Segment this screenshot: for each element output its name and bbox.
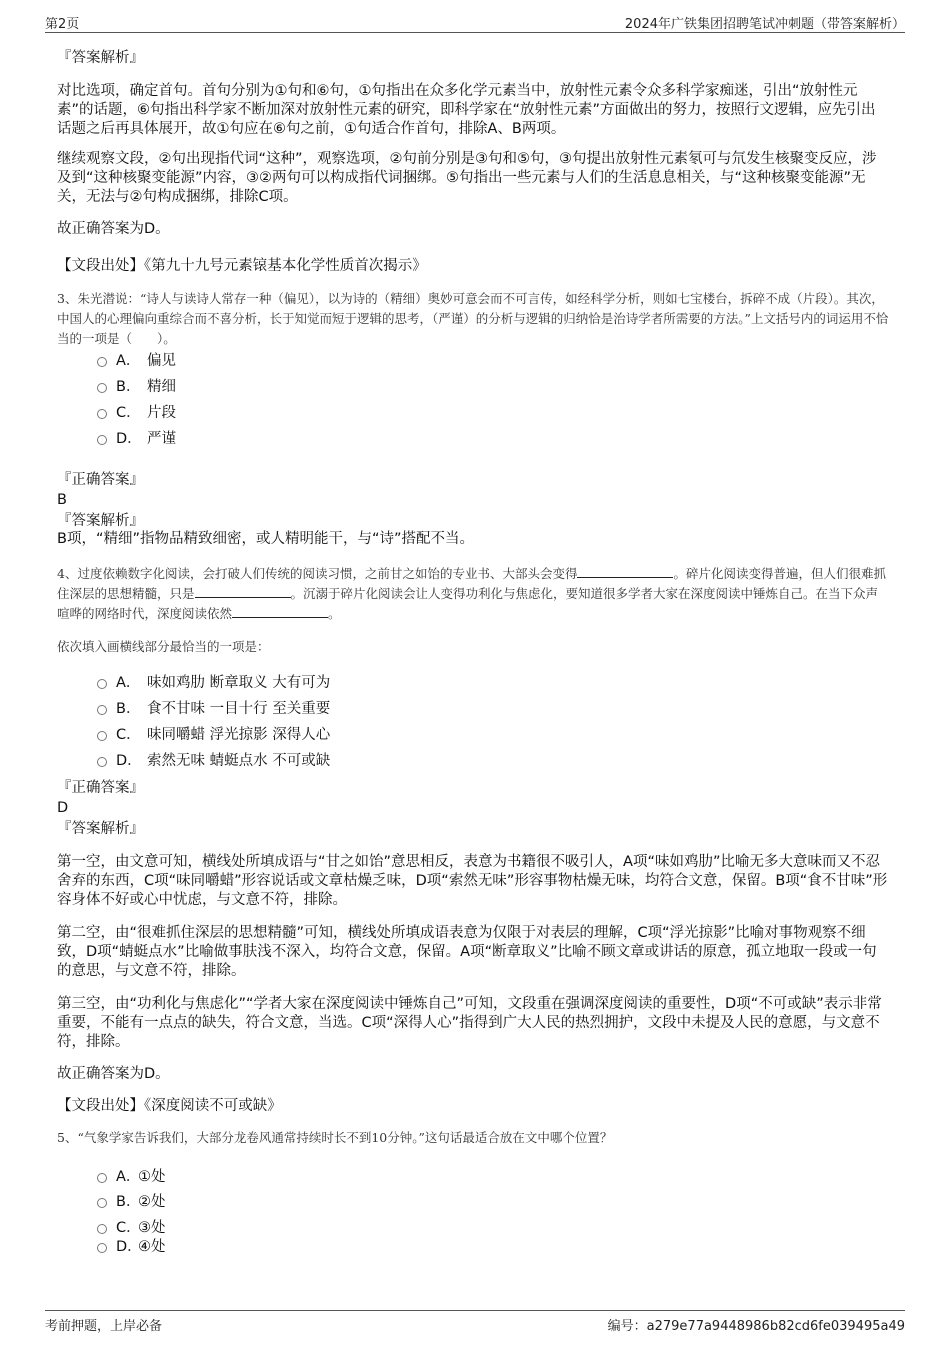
q4-blank-2: [195, 584, 291, 598]
q3-analysis-label: 『答案解析』: [57, 513, 144, 529]
q3-option-d[interactable]: D． 严谨: [97, 429, 176, 449]
q4-analysis-para-1: 第一空，由文意可知，横线处所填成语与“甘之如饴”意思相反，表意为书籍很不吸引人，A项“味如鸡肋”比喻无多大意味而又不忍舍弃的东西，C项“味同嚼蜡”形容说话或文章枯燥乏味，D项“索然无味”形容事物枯燥无味，均符合文意，保留。B项“食不甘味”形容身体不好或心中忧虑，与文意不符，排除。: [57, 854, 888, 908]
q2-source: 【文段出处】《第九十九号元素锿基本化学性质首次揭示》: [57, 258, 427, 274]
radio-icon[interactable]: [97, 435, 107, 445]
q4-option-c[interactable]: C． 味同嚼蜡 浮光掠影 深得人心: [97, 725, 330, 745]
q4-source: 【文段出处】《深度阅读不可或缺》: [57, 1098, 282, 1114]
document-title: 2024年广铁集团招聘笔试冲刺题（带答案解析）: [624, 17, 905, 32]
page-number: 第2页: [45, 17, 80, 32]
q3-analysis: B项，“精细”指物品精致细密，或人精明能干，与“诗”搭配不当。: [57, 531, 474, 547]
q2-analysis-label: 『答案解析』: [57, 50, 144, 66]
q4-analysis-label: 『答案解析』: [57, 821, 144, 837]
q5-option-c[interactable]: C．③处: [97, 1218, 166, 1238]
radio-icon[interactable]: [97, 357, 107, 367]
radio-icon[interactable]: [97, 1198, 107, 1208]
page-footer: [45, 1310, 905, 1335]
q4-option-b[interactable]: B． 食不甘味 一目十行 至关重要: [97, 699, 330, 719]
radio-icon[interactable]: [97, 383, 107, 393]
q4-stem: 4、过度依赖数字化阅读，会打破人们传统的阅读习惯，之前甘之如饴的专业书、大部头会变得 。碎片化阅读变得普遍，但人们很难抓住深层的思想精髓，只是 。沉溺于碎片化阅读会让人变得功利化与焦虑化，要知道很多学者大家在深度阅读中锤炼自己。在当下众声喧哗的网络时代，深度阅读依然 。: [57, 566, 886, 621]
radio-icon[interactable]: [97, 679, 107, 689]
radio-icon[interactable]: [97, 705, 107, 715]
radio-icon[interactable]: [97, 1243, 107, 1253]
q4-analysis-para-2: 第二空，由“很难抓住深层的思想精髓”可知，横线处所填成语表意为仅限于对表层的理解，C项“浮光掠影”比喻对事物观察不细致，D项“蜻蜓点水”比喻做事肤浅不深入，均符合文意，保留。A项“断章取义”比喻不顾文章或讲话的原意，孤立地取一段或一句的意思，与文意不符，排除。: [57, 925, 877, 979]
radio-icon[interactable]: [97, 731, 107, 741]
q3-option-b[interactable]: B． 精细: [97, 377, 176, 397]
q2-analysis-para-2: 继续观察文段，②句出现指代词“这种”，观察选项，②句前分别是③句和⑤句，③句提出放射性元素氡可与氘发生核聚变反应，涉及到“这种核聚变能源”内容，③②两句可以构成指代词捆绑。⑤句指出一些元素与人们的生活息息相关，与“这种核聚变能源”无关，无法与②句构成捆绑，排除C项。: [57, 151, 877, 205]
q3-answer-label: 『正确答案』: [57, 472, 144, 488]
radio-icon[interactable]: [97, 1173, 107, 1183]
page-header: [45, 10, 905, 33]
q5-option-d[interactable]: D．④处: [97, 1237, 166, 1257]
q4-conclusion: 故正确答案为D。: [57, 1066, 170, 1082]
q4-blank-3: [232, 604, 328, 618]
q5-option-b[interactable]: B．②处: [97, 1192, 166, 1212]
footer-slogan: 考前押题，上岸必备: [45, 1319, 163, 1334]
q4-answer-label: 『正确答案』: [57, 780, 144, 796]
q2-conclusion: 故正确答案为D。: [57, 221, 170, 237]
q4-blank-1: [577, 564, 673, 578]
q4-option-a[interactable]: A． 味如鸡肋 断章取义 大有可为: [97, 673, 330, 693]
radio-icon[interactable]: [97, 1224, 107, 1234]
radio-icon[interactable]: [97, 757, 107, 767]
q2-analysis-para-1: 对比选项，确定首句。首句分别为①句和⑥句，①句指出在众多化学元素当中，放射性元素令众多科学家痴迷，引出“放射性元素”的话题，⑥句指出科学家不断加深对放射性元素的研究，即科学家在“放射性元素”方面做出的努力，按照行文逻辑，应先引出话题之后再具体展开，故①句应在⑥句之前，①句适合作首句，排除A、B两项。: [57, 83, 876, 137]
q5-stem: 5、“气象学家告诉我们，大部分龙卷风通常持续时长不到10分钟。”这句话最适合放在文中哪个位置？: [57, 1130, 613, 1145]
q5-option-a[interactable]: A．①处: [97, 1167, 166, 1187]
q4-option-d[interactable]: D． 索然无味 蜻蜓点水 不可或缺: [97, 751, 330, 771]
q4-analysis-para-3: 第三空，由“功利化与焦虑化”“学者大家在深度阅读中锤炼自己”可知，文段重在强调深度阅读的重要性，D项“不可或缺”表示非常重要，不能有一点点的缺失，符合文意，当选。C项“深得人心”指得到广大人民的热烈拥护，文段中未提及人民的意愿，与文意不符，排除。: [57, 996, 882, 1050]
document-code: 编号：a279e77a9448986b82cd6fe039495a49: [607, 1319, 905, 1334]
q3-option-c[interactable]: C． 片段: [97, 403, 176, 423]
q3-answer: B: [57, 492, 67, 508]
q4-prompt: 依次填入画横线部分最恰当的一项是：: [57, 639, 270, 654]
q4-answer: D: [57, 800, 69, 816]
q3-option-a[interactable]: A． 偏见: [97, 351, 176, 371]
q3-stem: 3、朱光潜说：“诗人与读诗人常存一种（偏见），以为诗的（精细）奥妙可意会而不可言传，如经科学分析，则如七宝楼台，拆碎不成（片段）。其次，中国人的心理偏向重综合而不喜分析，长于知觉而短于逻辑的思考，（严谨）的分析与逻辑的归纳恰是治诗学者所需要的方法。”上文括号内的词运用不恰当的一项是（ ）。: [57, 291, 889, 346]
radio-icon[interactable]: [97, 409, 107, 419]
